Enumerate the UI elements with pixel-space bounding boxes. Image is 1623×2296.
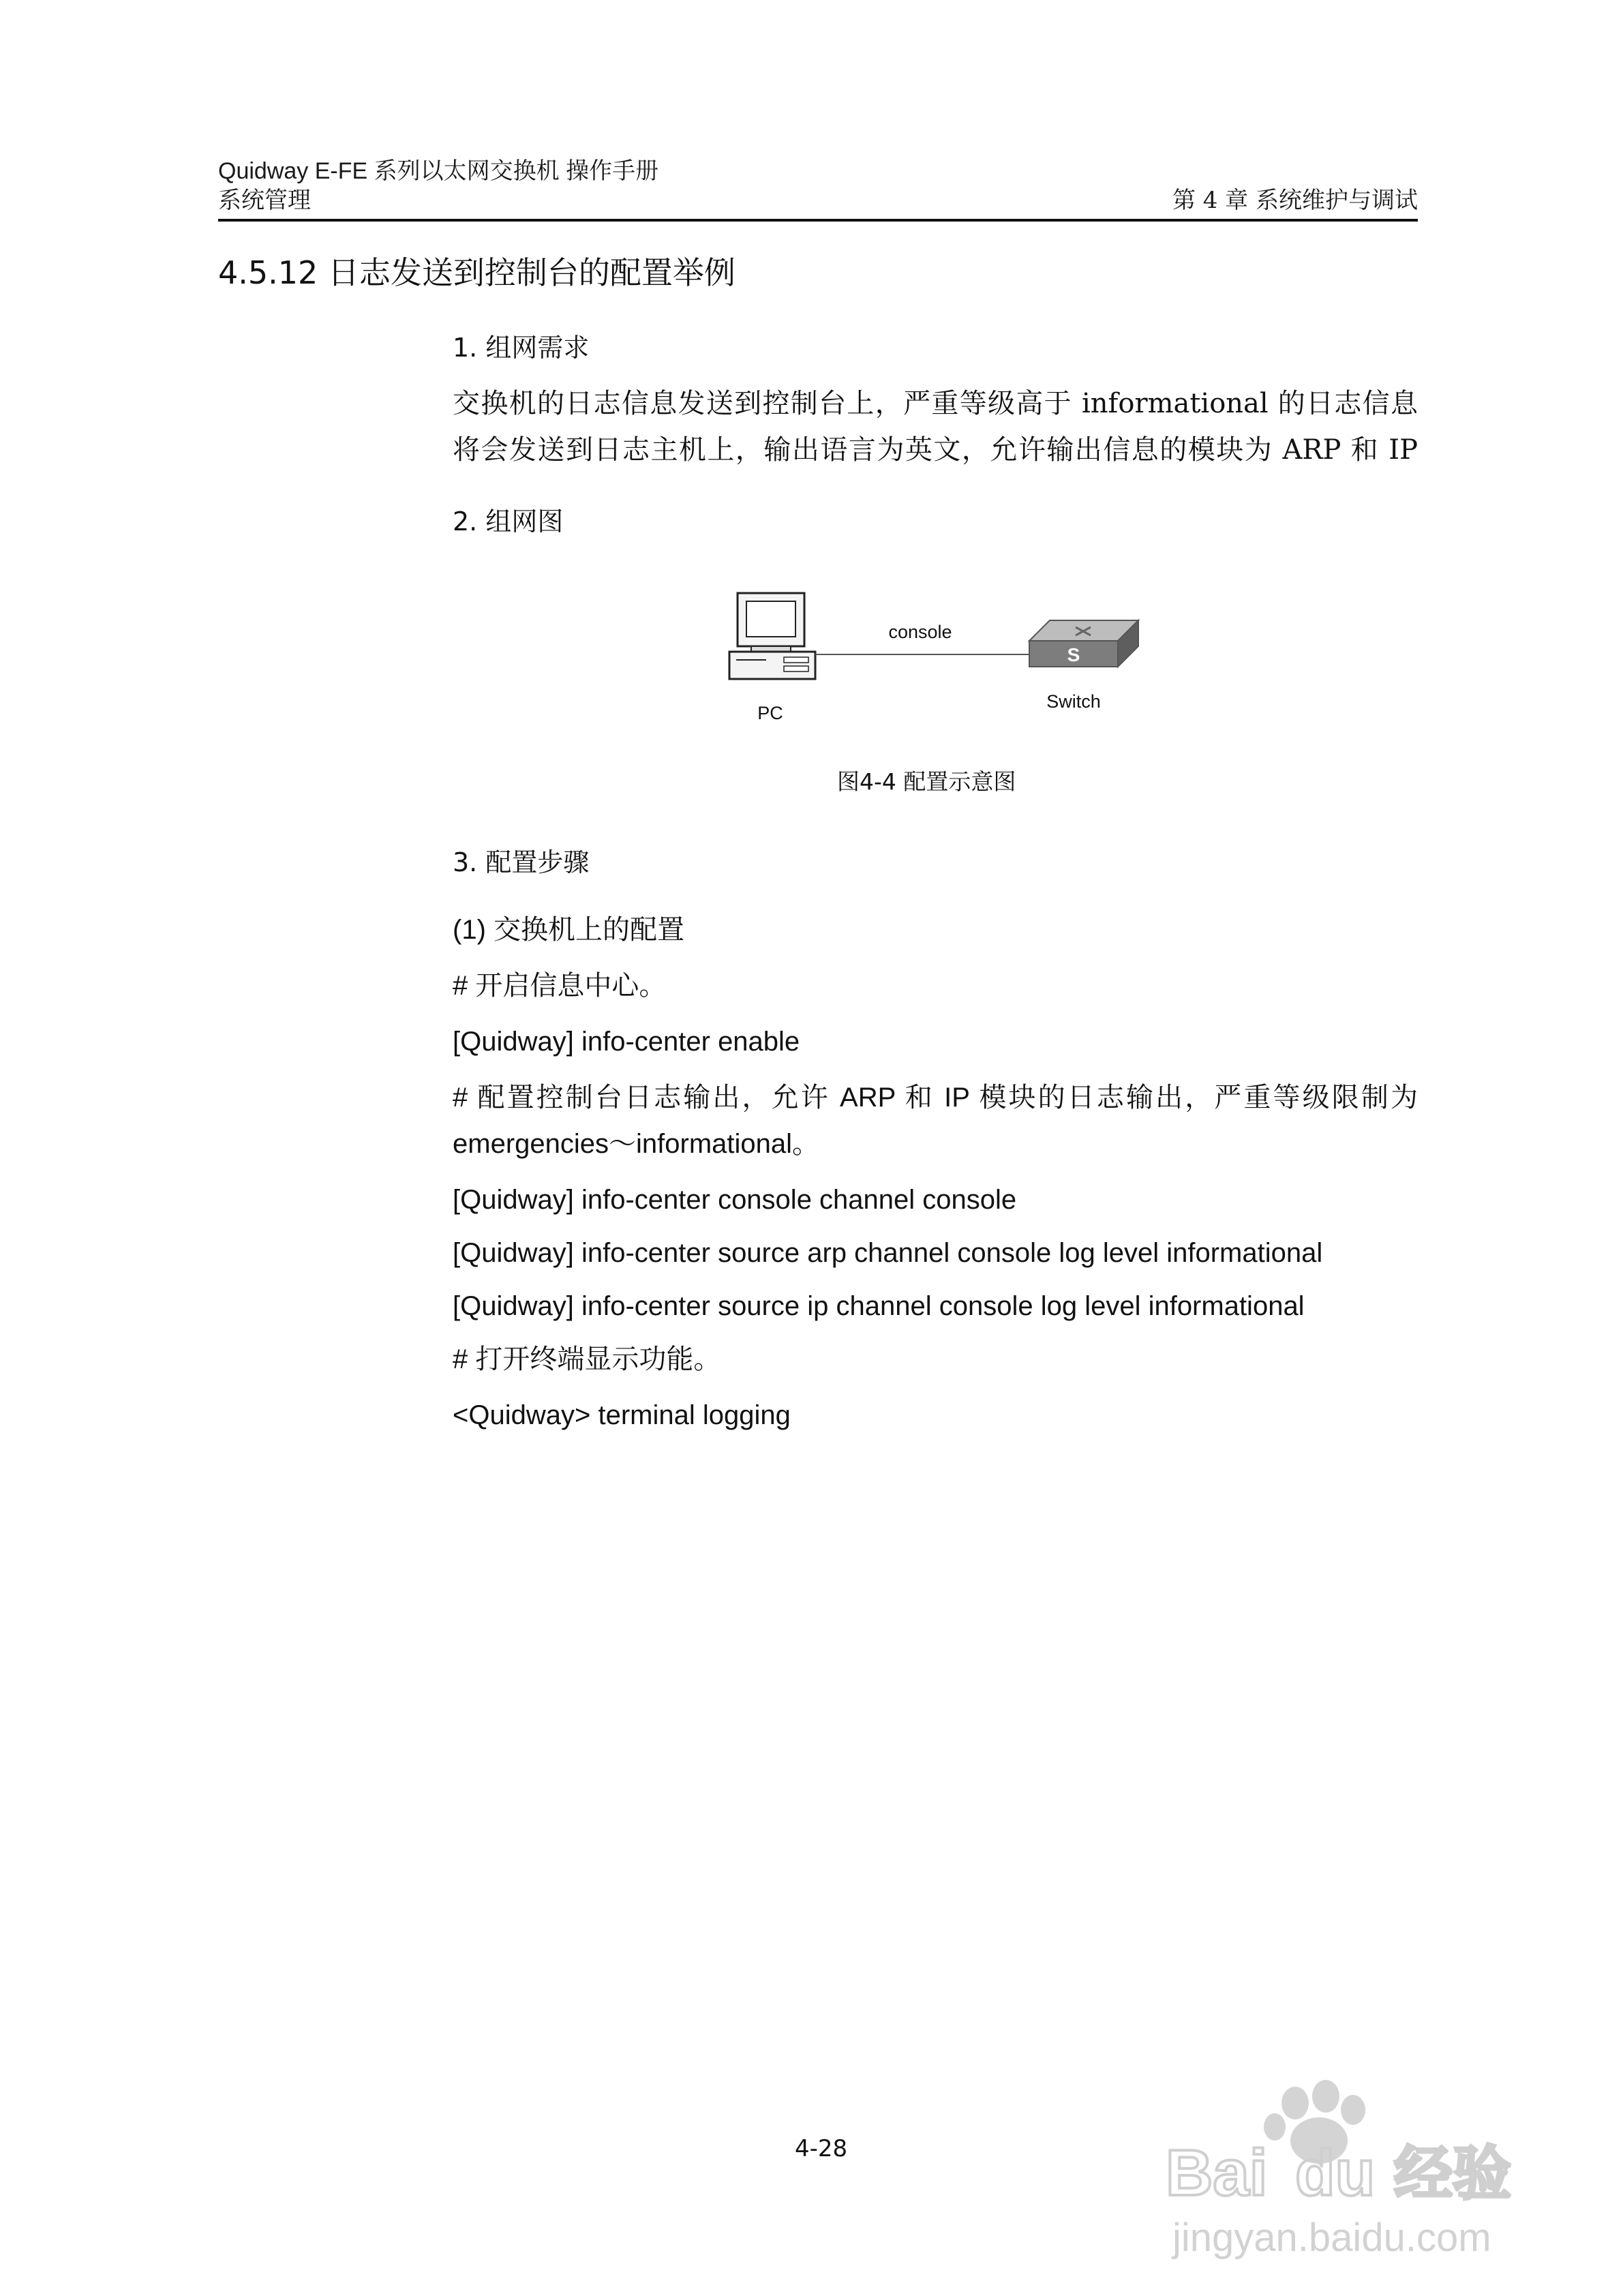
figure-caption: 图4-4 配置示意图: [837, 768, 1016, 795]
command-info-center-enable: [Quidway] info-center enable: [453, 1027, 800, 1057]
pc-label: PC: [757, 703, 783, 723]
switch-icon: [1029, 620, 1138, 667]
subsection-heading-requirements: 1. 组网需求: [453, 333, 590, 363]
chapter-title: 第 4 章 系统维护与调试: [1172, 187, 1418, 214]
section-title: 4.5.12 日志发送到控制台的配置举例: [218, 254, 735, 291]
baidu-watermark-logo: [1159, 2072, 1568, 2277]
svg-text:Bai: Bai: [1166, 2136, 1268, 2209]
document-title: Quidway E-FE 系列以太网交换机 操作手册: [218, 158, 659, 184]
comment-console-log-line-2: emergencies～informational。: [453, 1129, 820, 1159]
step-1-heading: (1) 交换机上的配置: [453, 915, 684, 945]
page-number: 4-28: [795, 2135, 848, 2162]
switch-label: Switch: [1046, 691, 1101, 712]
comment-terminal-display: # 打开终端显示功能。: [453, 1344, 721, 1374]
subsection-heading-steps: 3. 配置步骤: [453, 847, 590, 877]
svg-text:jingyan.baidu.com: jingyan.baidu.com: [1172, 2216, 1491, 2260]
header-rule: [218, 219, 1418, 222]
switch-letter: S: [1067, 644, 1080, 665]
command-source-ip: [Quidway] info-center source ip channel console log level informational: [453, 1291, 1305, 1321]
subsection-heading-diagram: 2. 组网图: [453, 507, 564, 537]
requirements-line-1: 交换机的日志信息发送到控制台上，严重等级高于 informational 的日志信息: [453, 388, 1418, 419]
console-label: console: [888, 622, 952, 642]
command-source-arp: [Quidway] info-center source arp channel console log level informational: [453, 1238, 1323, 1268]
network-diagram: [716, 586, 1193, 750]
svg-text:du: du: [1295, 2136, 1376, 2209]
pc-icon: [729, 593, 815, 679]
requirements-line-2: 将会发送到日志主机上，输出语言为英文，允许输出信息的模块为 ARP 和 IP: [453, 434, 1418, 466]
document-section: 系统管理: [218, 187, 311, 214]
comment-enable-info-center: # 开启信息中心。: [453, 971, 667, 1001]
command-terminal-logging: <Quidway> terminal logging: [453, 1400, 791, 1430]
comment-console-log-line-1: # 配置控制台日志输出，允许 ARP 和 IP 模块的日志输出，严重等级限制为: [453, 1083, 1418, 1113]
command-console-channel: [Quidway] info-center console channel console: [453, 1185, 1017, 1215]
svg-text:经验: 经验: [1394, 2141, 1511, 2207]
